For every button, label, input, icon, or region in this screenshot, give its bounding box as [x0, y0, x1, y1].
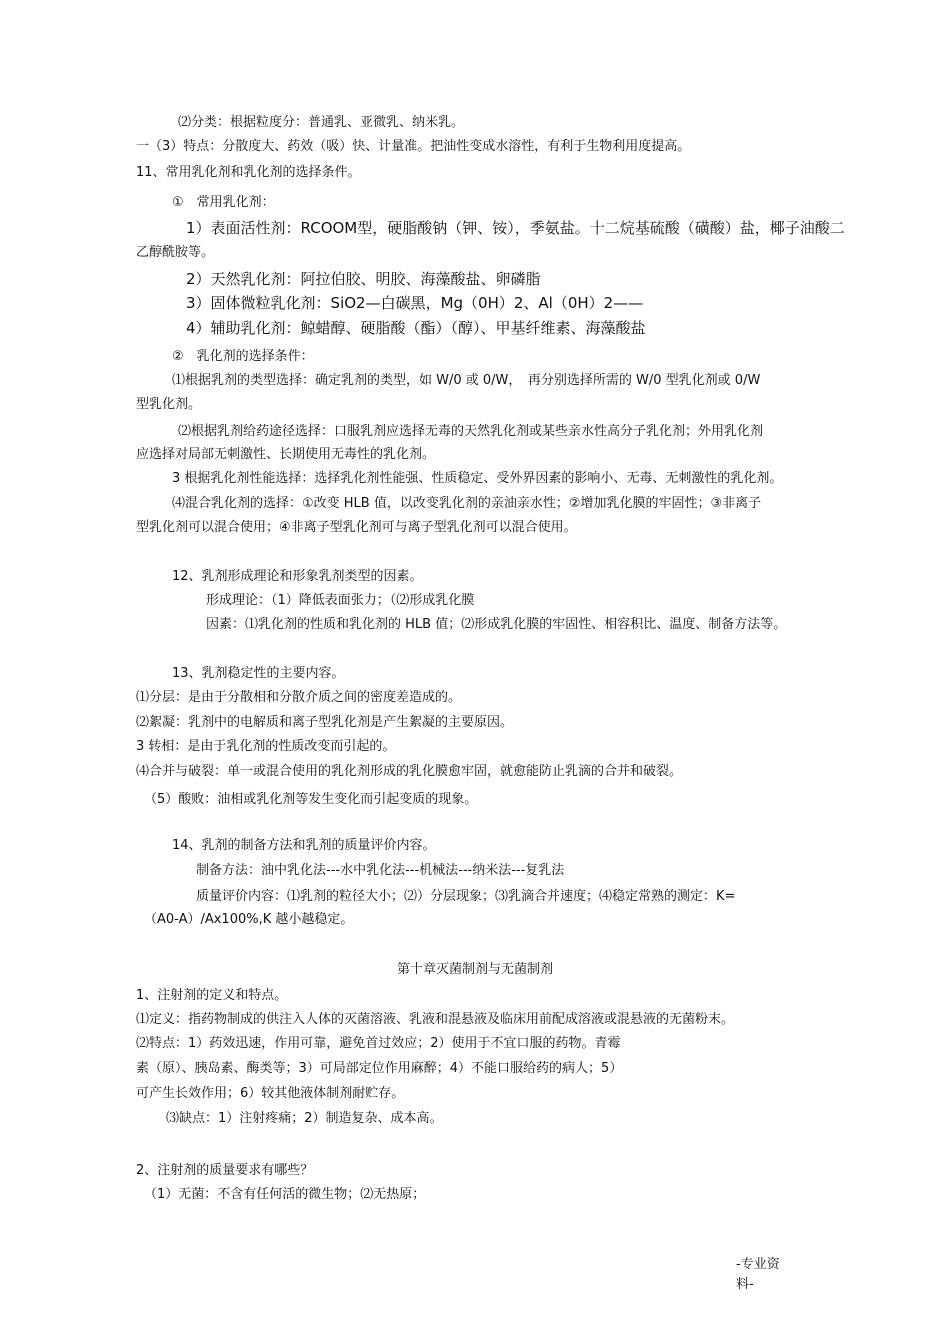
text-line: 可产生长效作用；6）较其他液体制剂耐贮存。: [136, 1086, 405, 1101]
text-line: 形成理论：（1）降低表面张力；（⑵形成乳化膜: [206, 593, 475, 608]
text-line: 乙醇酰胺等。: [136, 245, 215, 260]
text-line: 素（原）、胰岛素、酶类等；3）可局部定位作用麻醉；4）不能口服给药的病人；5）: [136, 1061, 623, 1076]
text-line: 应选择对局部无刺激性、长期使用无毒性的乳化剂。: [136, 447, 436, 462]
text-line: ⑴定义：指药物制成的供注入人体的灭菌溶液、乳液和混悬液及临床用前配成溶液或混悬液的无菌粉末。: [136, 1012, 735, 1027]
text-line: （A0-A）/Ax100%,K 越小越稳定。: [144, 912, 354, 927]
section-heading: 13、乳剂稳定性的主要内容。: [172, 666, 345, 681]
page-footer-line: 料-: [736, 1277, 754, 1292]
text-line: 3 转相：是由于乳化剂的性质改变而引起的。: [136, 739, 396, 754]
text-line: ⼀（3）特点：分散度大、药效（吸）快、计量准。把油性变成水溶性，有利于生物利用度提高。: [136, 139, 691, 154]
text-line: 质量评价内容：⑴乳剂的粒径大小；⑵）分层现象；⑶乳滴合并速度；⑷稳定常熟的测定：K=: [196, 889, 736, 904]
text-line: 3 根据乳化剂性能选择：选择乳化剂性能强、性质稳定、受外界因素的影响小、无毒、无刺激性的乳化剂。: [172, 471, 783, 486]
text-line: （5）酸败：油相或乳化剂等发生变化而引起变质的现象。: [144, 792, 478, 807]
section-heading: 1、注射剂的定义和特点。: [136, 988, 288, 1003]
text-line: 因素：⑴乳化剂的性质和乳化剂的 HLB 值；⑵形成乳化膜的牢固性、相容积比、温度、制备方法等。: [206, 617, 787, 632]
text-line: （1）无菌：不含有任何活的微生物；⑵无热原；: [144, 1187, 426, 1202]
text-line: 型乳化剂可以混合使用；④非离子型乳化剂可与离子型乳化剂可以混合使用。: [136, 520, 577, 535]
chapter-title: 第十章灭菌制剂与无菌制剂: [396, 962, 553, 977]
page-footer-line: -专业资: [736, 1257, 780, 1272]
text-line: 型乳化剂。: [136, 397, 202, 412]
text-line: 2）天然乳化剂：阿拉伯胶、明胶、海藻酸盐、卵磷脂: [186, 270, 541, 288]
text-line: ⑷混合乳化剂的选择：①改变 HLB 值，以改变乳化剂的亲油亲水性；②增加乳化膜的牢固性；③非离子: [172, 496, 762, 511]
section-heading: 11、常用乳化剂和乳化剂的选择条件。: [136, 165, 361, 180]
text-line: ⑵根据乳剂给药途径选择：口服乳剂应选择无毒的天然乳化剂或某些亲水性高分子乳化剂；外用乳化剂: [178, 424, 764, 439]
section-heading: 14、乳剂的制备方法和乳剂的质量评价内容。: [172, 838, 436, 853]
text-line: ① 常用乳化剂：: [172, 195, 275, 210]
text-line: 1）表面活性剂：RCOOM型，硬脂酸钠（钾、铵），季氨盐。十二烷基硫酸（磺酸）盐，椰子油酸二: [186, 219, 845, 237]
text-line: ⑴根据乳剂的类型选择：确定乳剂的类型，如 W/0 或 0/W， 再分别选择所需的 W/0 型乳化剂或 0/W: [172, 373, 761, 388]
text-line: 4）辅助乳化剂：鲸蜡醇、硬脂酸（酯）（醇）、甲基纤维素、海藻酸盐: [186, 319, 646, 337]
text-line: 制备方法：油中乳化法---水中乳化法---机械法---纳米法---复乳法: [196, 863, 565, 878]
text-line: ⑵特点：1）药效迅速，作用可靠，避免首过效应；2）使用于不宜口服的药物。青霉: [136, 1036, 621, 1051]
text-line: ⑴分层：是由于分散相和分散介质之间的密度差造成的。: [136, 690, 462, 705]
text-line: ⑶缺点：1）注射疼痛；2）制造复杂、成本高。: [166, 1111, 443, 1126]
text-line: ② 乳化剂的选择条件：: [172, 349, 314, 364]
section-heading: 12、乳剂形成理论和形象乳剂类型的因素。: [172, 569, 423, 584]
text-line: ⑵分类：根据粒度分：普通乳、亚微乳、纳米乳。: [178, 115, 465, 130]
text-line: ⑷合并与破裂：单一或混合使用的乳化剂形成的乳化膜愈牢固，就愈能防止乳滴的合并和破裂。: [136, 764, 683, 779]
text-line: 3）固体微粒乳化剂：SiO2—白碳黑，Mg（0H）2、Al（0H）2——: [186, 294, 644, 312]
section-heading: 2、注射剂的质量要求有哪些？: [136, 1163, 314, 1178]
text-line: ⑵絮凝：乳剂中的电解质和离子型乳化剂是产生絮凝的主要原因。: [136, 715, 514, 730]
